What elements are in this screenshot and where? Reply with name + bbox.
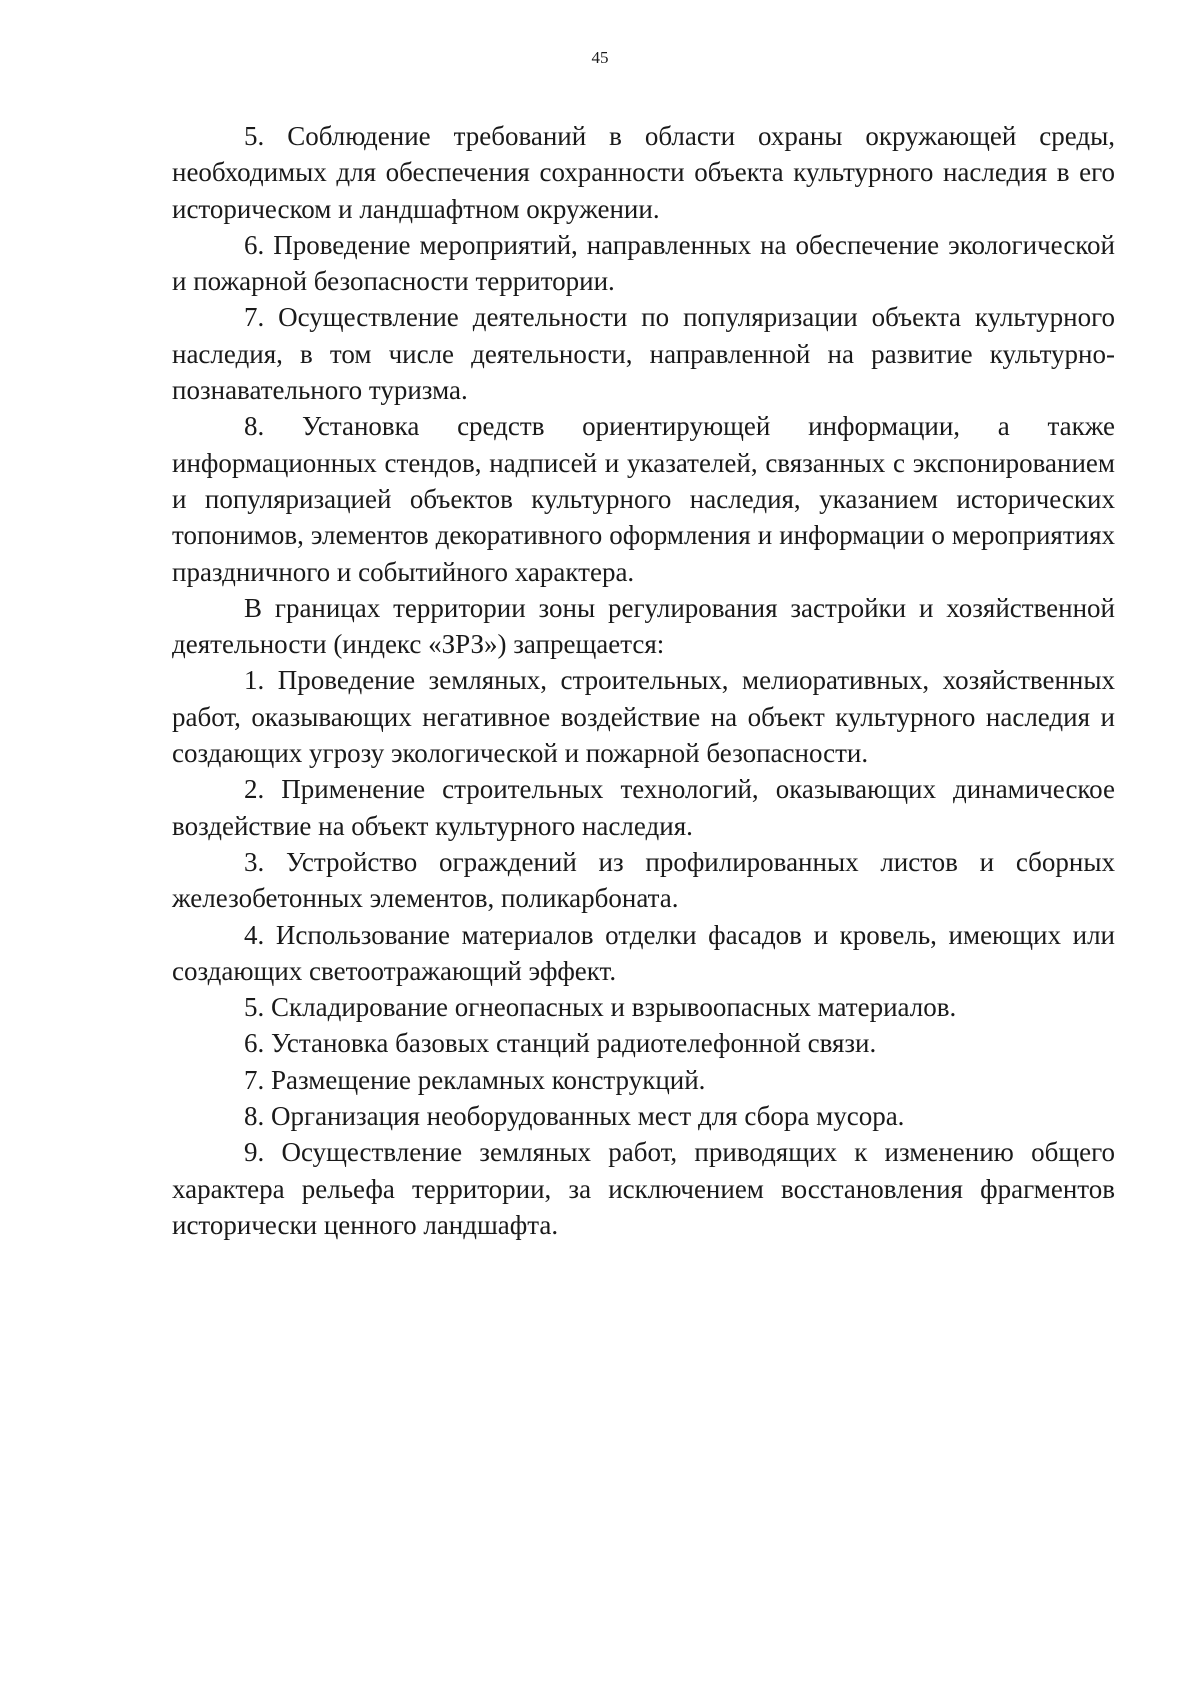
paragraph-item-6-safety: 6. Проведение мероприятий, направленных на обеспечение экологической и пожарной безопасности территории. [172, 229, 1115, 297]
paragraph-prohibited-3: 3. Устройство ограждений из профилированных листов и сборных железобетонных элементов, поликарбоната. [172, 846, 1115, 914]
paragraph-prohibited-8: 8. Организация необорудованных мест для сбора мусора. [244, 1101, 905, 1132]
paragraph-item-7-popularization: 7. Осуществление деятельности по популяризации объекта культурного наследия, в том числе деятельности, направленной на развитие культурно-познавательного туризма. [172, 302, 1115, 406]
paragraph-prohibited-2: 2. Применение строительных технологий, оказывающих динамическое воздействие на объект культурного наследия. [172, 774, 1115, 841]
document-body [172, 118, 1115, 1243]
paragraph-item-5-environment: 5. Соблюдение требований в области охраны окружающей среды, необходимых для обеспечения сохранности объекта культурного наследия в его историческом и ландшафтном окружении. [172, 121, 1115, 224]
paragraph-prohibited-7: 7. Размещение рекламных конструкций. [244, 1064, 706, 1095]
paragraph-prohibited-4: 4. Использование материалов отделки фасадов и кровель, имеющих или создающих светоотражающий эффект. [172, 919, 1115, 986]
paragraph-prohibited-9: 9. Осуществление земляных работ, приводящих к изменению общего характера рельефа территории, за исключением восстановления фрагментов исторически ценного ландшафта. [172, 1137, 1115, 1240]
paragraph-zrz-intro: В границах территории зоны регулирования застройки и хозяйственной деятельности (индекс «ЗРЗ») запрещается: [172, 592, 1115, 660]
page-number: 45 [591, 48, 609, 67]
paragraph-prohibited-6: 6. Установка базовых станций радиотелефонной связи. [244, 1028, 877, 1059]
paragraph-prohibited-1: 1. Проведение земляных, строительных, мелиоративных, хозяйственных работ, оказывающих негативное воздействие на объект культурного наследия и создающих угрозу экологической и пожарной безопасности. [172, 665, 1115, 769]
paragraph-item-8-information: 8. Установка средств ориентирующей информации, а также информационных стендов, надписей и указателей, связанных с экспонированием и популяризацией объектов культурного наследия, указанием исторических топонимов, элементов декоративного оформления и информации о мероприятиях праздничного и событийного характера. [172, 411, 1115, 587]
paragraph-prohibited-5: 5. Складирование огнеопасных и взрывоопасных материалов. [244, 992, 957, 1023]
